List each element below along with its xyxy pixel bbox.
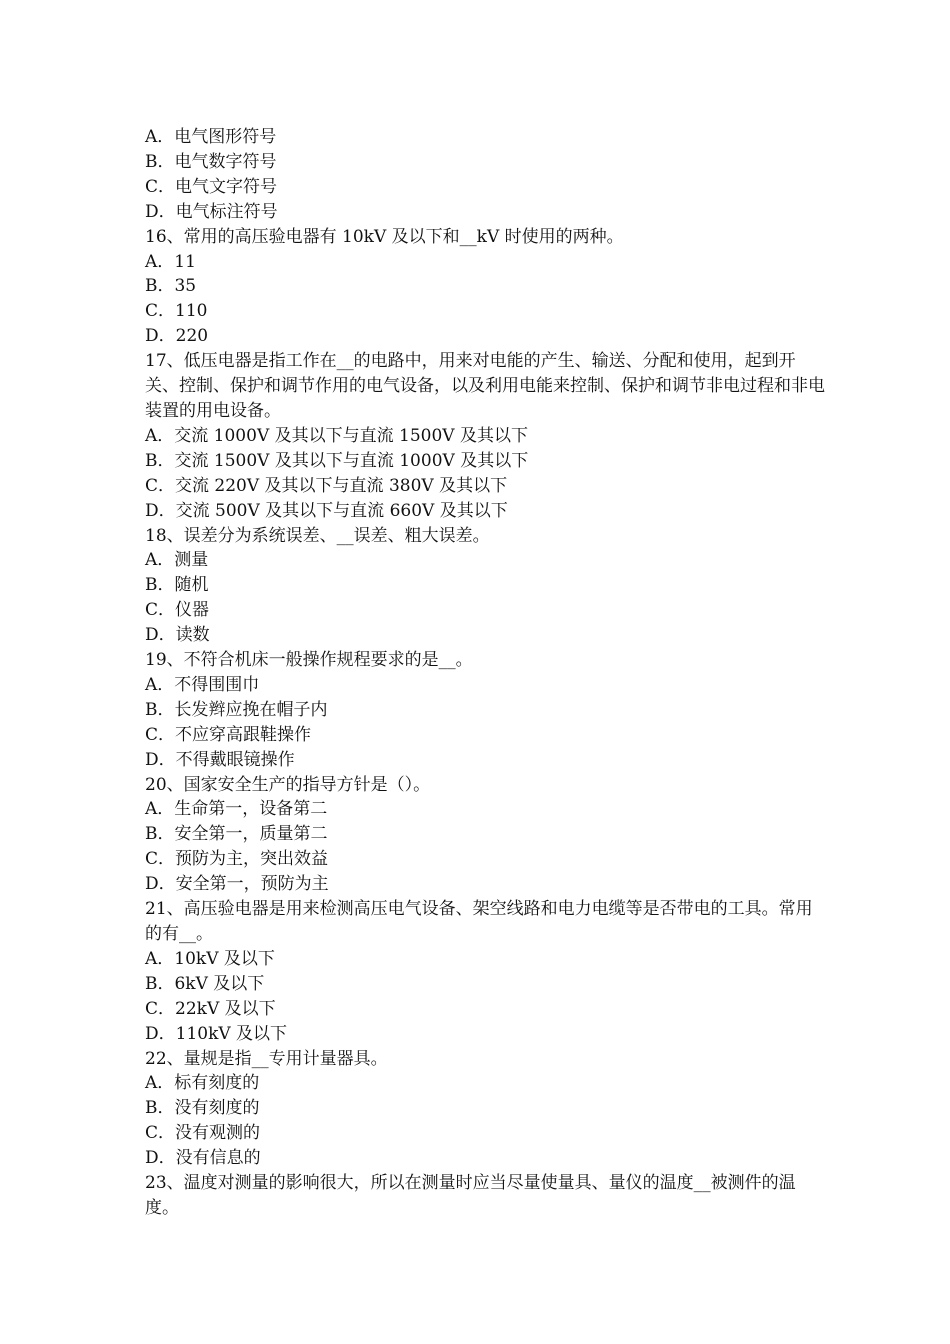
option-b: B．6kV 及以下 [145, 973, 265, 994]
option-b: B．随机 [145, 575, 209, 596]
question-16: 16、常用的高压验电器有 10kV 及以下和__kV 时使用的两种。 [145, 226, 624, 247]
option-b: B．没有刻度的 [145, 1098, 260, 1119]
document-page [145, 125, 825, 1221]
option-a: A．不得围围巾 [145, 674, 260, 695]
question-23: 23、温度对测量的影响很大，所以在测量时应当尽量使量具、量仪的温度__被测件的温度。 [145, 1173, 796, 1218]
question-17: 17、低压电器是指工作在__的电路中，用来对电能的产生、输送、分配和使用，起到开关、控制、保护和调节作用的电气设备，以及利用电能来控制、保护和调节非电过程和非电装置的用电设备。 [145, 351, 825, 421]
option-d: D．读数 [145, 625, 210, 646]
option-c: C．交流 220V 及其以下与直流 380V 及其以下 [145, 475, 508, 496]
option-a: A．电气图形符号 [145, 127, 277, 147]
option-a: A．11 [145, 251, 196, 272]
option-d: D．110kV 及以下 [145, 1023, 288, 1044]
option-c: C．预防为主，突出效益 [145, 849, 329, 870]
option-d: D．交流 500V 及其以下与直流 660V 及其以下 [145, 500, 508, 521]
option-b: B．交流 1500V 及其以下与直流 1000V 及其以下 [145, 450, 529, 471]
question-19: 19、不符合机床一般操作规程要求的是__。 [145, 650, 473, 671]
question-21: 21、高压验电器是用来检测高压电气设备、架空线路和电力电缆等是否带电的工具。常用的有__。 [145, 899, 813, 944]
option-a: A．交流 1000V 及其以下与直流 1500V 及其以下 [145, 425, 528, 446]
option-a: A．生命第一，设备第二 [145, 799, 328, 820]
option-d: D．不得戴眼镜操作 [145, 749, 295, 770]
option-c: C．22kV 及以下 [145, 998, 276, 1019]
question-18: 18、误差分为系统误差、__误差、粗大误差。 [145, 525, 490, 546]
option-d: D．电气标注符号 [145, 201, 278, 222]
option-c: C．没有观测的 [145, 1123, 261, 1144]
option-d: D．220 [145, 326, 209, 347]
option-c: C．不应穿高跟鞋操作 [145, 724, 312, 745]
option-b: B．安全第一，质量第二 [145, 824, 328, 845]
option-c: C．110 [145, 301, 208, 322]
option-b: B．长发辫应挽在帽子内 [145, 699, 328, 720]
option-a: A．10kV 及以下 [145, 948, 275, 969]
option-c: C．仪器 [145, 600, 210, 621]
question-20: 20、国家安全生产的指导方针是（）。 [145, 774, 431, 795]
option-d: D．没有信息的 [145, 1148, 261, 1169]
question-22: 22、量规是指__专用计量器具。 [145, 1048, 388, 1069]
option-b: B．35 [145, 276, 197, 297]
option-d: D．安全第一，预防为主 [145, 874, 329, 895]
option-c: C．电气文字符号 [145, 176, 278, 197]
option-b: B．电气数字符号 [145, 151, 277, 172]
option-a: A．测量 [145, 550, 209, 571]
option-a: A．标有刻度的 [145, 1073, 260, 1094]
